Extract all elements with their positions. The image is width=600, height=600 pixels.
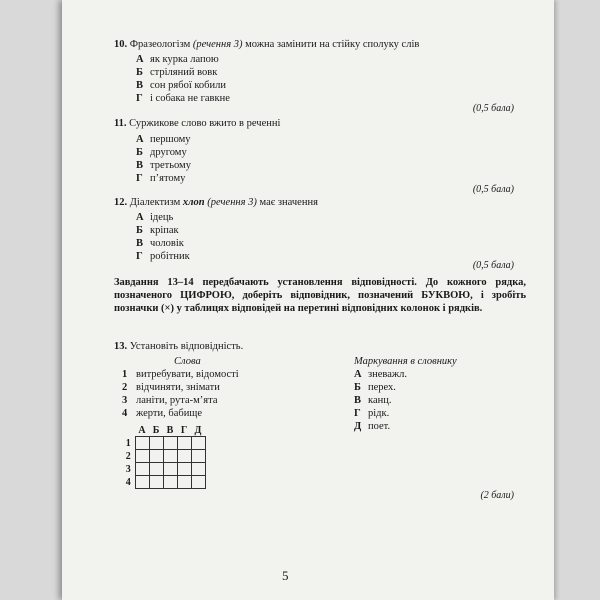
question-10-title: 10. Фразеологізм (речення 3) можна замінити на стійку сполуку слів — [114, 39, 420, 50]
q13-left-item-1: 1 витребувати, відомості — [122, 369, 239, 380]
grid-cell[interactable] — [191, 463, 205, 476]
q13-score: (2 бали) — [480, 490, 514, 501]
q13-answer-grid — [122, 424, 206, 489]
q13-left-item-4: 4 жерти, бабище — [122, 408, 203, 419]
q12-option-h[interactable]: Г робітник — [136, 251, 190, 262]
question-12-title: 12. Діалектизм хлоп (речення 3) має значення — [114, 197, 318, 208]
grid-col-header: В — [166, 424, 174, 436]
q11-score: (0,5 бала) — [472, 184, 514, 195]
grid-cell[interactable] — [163, 450, 177, 463]
grid-cell[interactable] — [191, 437, 205, 450]
question-11-title: 11. Суржикове слово вжито в реченні — [114, 118, 281, 129]
q10-option-h[interactable]: Г і собака не гавкне — [136, 93, 230, 104]
grid-col-header: Г — [180, 424, 188, 436]
grid-cell[interactable] — [163, 463, 177, 476]
worksheet-page — [62, 0, 554, 600]
question-13-title: 13. Установіть відповідність. — [114, 341, 244, 352]
q13-left-item-2: 2 відчиняти, знімати — [122, 382, 220, 393]
grid-cell[interactable] — [177, 476, 191, 489]
grid-row-header: 4 — [125, 476, 131, 488]
q10-option-a[interactable]: А як курка лапою — [136, 54, 219, 65]
grid-row-header: 1 — [125, 437, 131, 449]
q12-option-a[interactable]: А ідець — [136, 212, 174, 223]
grid-col-header: Д — [194, 424, 202, 436]
q12-score: (0,5 бала) — [472, 260, 514, 271]
grid-cell[interactable] — [191, 476, 205, 489]
q13-right-item-b: Б перех. — [354, 382, 396, 393]
grid-cell[interactable] — [135, 463, 149, 476]
grid-cell[interactable] — [177, 463, 191, 476]
page-number: 5 — [282, 568, 289, 583]
q13-right-item-h: Г рідк. — [354, 408, 390, 419]
q10-score: (0,5 бала) — [472, 103, 514, 114]
q13-right-item-v: В канц. — [354, 395, 392, 406]
grid-cell[interactable] — [149, 450, 163, 463]
q13-right-item-a: А зневажл. — [354, 369, 408, 380]
grid-cell[interactable] — [177, 437, 191, 450]
q13-left-item-3: 3 ланіти, рута-м’ята — [122, 395, 218, 406]
q13-right-item-d: Д поет. — [354, 421, 391, 432]
tasks-13-14-instructions: Завдання 13–14 передбачають установлення відповідності. До кожного рядка, позначеного ЦИФРОЮ, доберіть відповідник, позначений БУКВОЮ, і зробіть позначки (×) у таблицях відповідей на перетині відповідних колонок і рядків. — [114, 277, 526, 314]
grid-cell[interactable] — [149, 437, 163, 450]
q11-option-b[interactable]: Б другому — [136, 147, 187, 158]
grid-row-header: 3 — [125, 463, 131, 475]
grid-cell[interactable] — [135, 450, 149, 463]
grid-cell[interactable] — [149, 463, 163, 476]
grid-cell[interactable] — [135, 437, 149, 450]
grid-cell[interactable] — [149, 476, 163, 489]
grid-cell[interactable] — [135, 476, 149, 489]
q10-option-b[interactable]: Б стріляний вовк — [136, 67, 218, 78]
q12-option-v[interactable]: В чоловік — [136, 238, 184, 249]
q12-option-b[interactable]: Б кріпак — [136, 225, 179, 236]
q10-option-v[interactable]: В сон рябої кобили — [136, 80, 227, 91]
grid-cell[interactable] — [163, 437, 177, 450]
grid-col-header: Б — [152, 424, 160, 436]
grid-cell[interactable] — [191, 450, 205, 463]
q11-option-a[interactable]: А першому — [136, 134, 191, 145]
q11-option-v[interactable]: В третьому — [136, 160, 191, 171]
grid-cell[interactable] — [163, 476, 177, 489]
grid-col-header: А — [138, 424, 146, 436]
q11-option-h[interactable]: Г п’ятому — [136, 173, 186, 184]
q13-right-header: Маркування в словнику — [354, 356, 457, 367]
grid-cell[interactable] — [177, 450, 191, 463]
q13-left-header: Слова — [174, 356, 201, 367]
grid-row-header: 2 — [125, 450, 131, 462]
